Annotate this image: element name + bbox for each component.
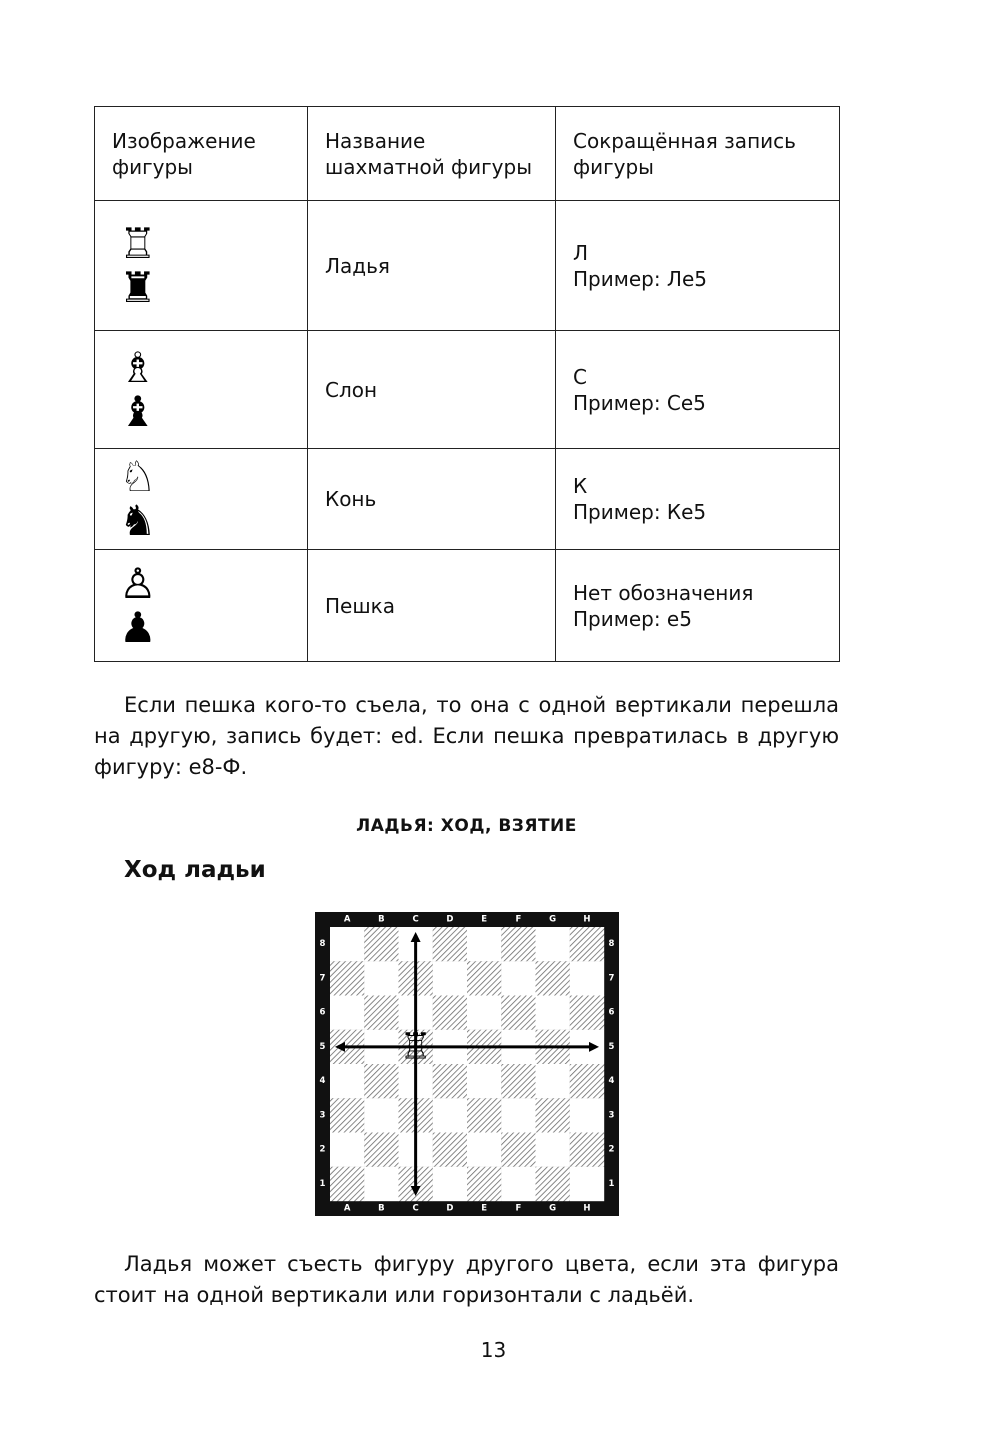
board-square-d8 [433,927,467,961]
rank-label-right: 1 [608,1178,615,1189]
board-square-g4 [536,1064,570,1098]
piece-abbr: С Пример: Се5 [556,331,840,449]
file-label-top: E [481,914,488,925]
file-label-top: C [412,914,419,925]
board-square-b7 [364,961,398,995]
board-square-h4 [570,1064,604,1098]
board-square-e1 [467,1167,501,1201]
rank-label-right: 6 [608,1007,615,1018]
board-square-a6 [330,996,364,1030]
file-label-top: G [549,914,557,925]
board-square-e2 [467,1133,501,1167]
file-label-top: A [343,914,351,925]
file-label-bottom: B [378,1203,385,1214]
table-row [95,201,840,331]
board-square-a4 [330,1064,364,1098]
board-square-e7 [467,961,501,995]
board-square-h7 [570,961,604,995]
board-square-f7 [501,961,535,995]
board-square-g3 [536,1098,570,1132]
piece-name: Пешка [308,550,556,662]
header-abbr: Сокращённая запись фигуры [556,107,840,201]
piece-images [95,201,308,331]
piece-name: Конь [308,449,556,550]
piece-images [95,331,308,449]
file-label-top: H [583,914,591,925]
rank-label-right: 3 [608,1110,615,1121]
board-square-a2 [330,1133,364,1167]
board-square-h6 [570,996,604,1030]
board-square-g7 [536,961,570,995]
board-square-f3 [501,1098,535,1132]
piece-images [95,449,308,550]
black-bishop-icon: ♝ [119,386,157,436]
board-square-f6 [501,996,535,1030]
board-square-g1 [536,1167,570,1201]
file-label-bottom: F [515,1203,522,1214]
board-square-b2 [364,1133,398,1167]
rank-label-right: 8 [608,939,615,950]
rank-label-right: 4 [608,1076,615,1087]
table-header-row [95,107,840,201]
rank-label-left: 6 [319,1007,326,1018]
board-square-a7 [330,961,364,995]
board-square-d7 [433,961,467,995]
board-square-d1 [433,1167,467,1201]
piece-abbr: Нет обозначения Пример: е5 [556,550,840,662]
board-square-b6 [364,996,398,1030]
rank-label-left: 4 [319,1076,326,1087]
file-label-top: F [515,914,522,925]
board-square-f8 [501,927,535,961]
file-label-bottom: E [481,1203,488,1214]
white-rook-icon: ♖ [399,1026,432,1068]
board-square-a3 [330,1098,364,1132]
table-row [95,449,840,550]
board-square-h8 [570,927,604,961]
header-name: Название шахматной фигуры [308,107,556,201]
board-square-g6 [536,996,570,1030]
board-square-d4 [433,1064,467,1098]
pieces-table [94,106,840,662]
chess-board [315,912,619,1216]
rank-label-right: 5 [608,1041,615,1052]
board-square-a8 [330,927,364,961]
subheading: Ход ладьи [124,857,266,883]
file-label-bottom: G [549,1203,557,1214]
section-title: ЛАДЬЯ: ХОД, ВЗЯТИЕ [356,816,577,836]
board-square-f2 [501,1133,535,1167]
rank-label-left: 3 [319,1110,326,1121]
board-square-e6 [467,996,501,1030]
file-label-bottom: H [583,1203,591,1214]
paragraph-pawn-capture: Если пешка кого-то съела, то она с одной вертикали перешла на другую, запись будет: ed. Если пешка превратилась в другую фигуру: е8-Ф. [94,693,839,779]
table-row [95,331,840,449]
board-square-f1 [501,1167,535,1201]
black-rook-icon: ♜ [119,262,157,312]
board-square-e4 [467,1064,501,1098]
board-square-f4 [501,1064,535,1098]
rank-label-right: 2 [608,1144,615,1155]
piece-images [95,550,308,662]
file-label-top: B [378,914,385,925]
board-square-h3 [570,1098,604,1132]
file-label-bottom: D [446,1203,454,1214]
page-number: 13 [480,1338,507,1362]
file-label-top: D [446,914,454,925]
board-square-g8 [536,927,570,961]
rank-label-left: 7 [319,973,326,984]
board-square-d3 [433,1098,467,1132]
rank-label-left: 2 [319,1144,326,1155]
board-square-b8 [364,927,398,961]
board-square-e8 [467,927,501,961]
rank-label-right: 7 [608,973,615,984]
board-square-d6 [433,996,467,1030]
board-square-h1 [570,1167,604,1201]
piece-name: Слон [308,331,556,449]
rank-label-left: 8 [319,939,326,950]
piece-abbr: Л Пример: Ле5 [556,201,840,331]
rank-label-left: 1 [319,1178,326,1189]
file-label-bottom: C [412,1203,419,1214]
board-square-e3 [467,1098,501,1132]
board-square-g2 [536,1133,570,1167]
chess-board-diagram [315,912,619,1216]
board-square-b4 [364,1064,398,1098]
board-square-a1 [330,1167,364,1201]
board-square-d2 [433,1133,467,1167]
board-square-b3 [364,1098,398,1132]
black-knight-icon: ♞ [119,496,157,545]
white-pawn-icon: ♙ [119,558,157,608]
white-knight-icon: ♘ [119,452,157,501]
black-pawn-icon: ♟ [119,602,157,652]
board-square-h2 [570,1133,604,1167]
header-image: Изображение фигуры [95,107,308,201]
piece-name: Ладья [308,201,556,331]
white-bishop-icon: ♗ [119,342,157,392]
table-row [95,550,840,662]
piece-abbr: К Пример: Ке5 [556,449,840,550]
file-label-bottom: A [343,1203,351,1214]
white-rook-icon: ♖ [119,218,157,268]
paragraph-rook-capture: Ладья может съесть фигуру другого цвета, если эта фигура стоит на одной вертикали или горизонтали с ладьёй. [94,1252,839,1307]
rank-label-left: 5 [319,1041,326,1052]
board-square-b1 [364,1167,398,1201]
